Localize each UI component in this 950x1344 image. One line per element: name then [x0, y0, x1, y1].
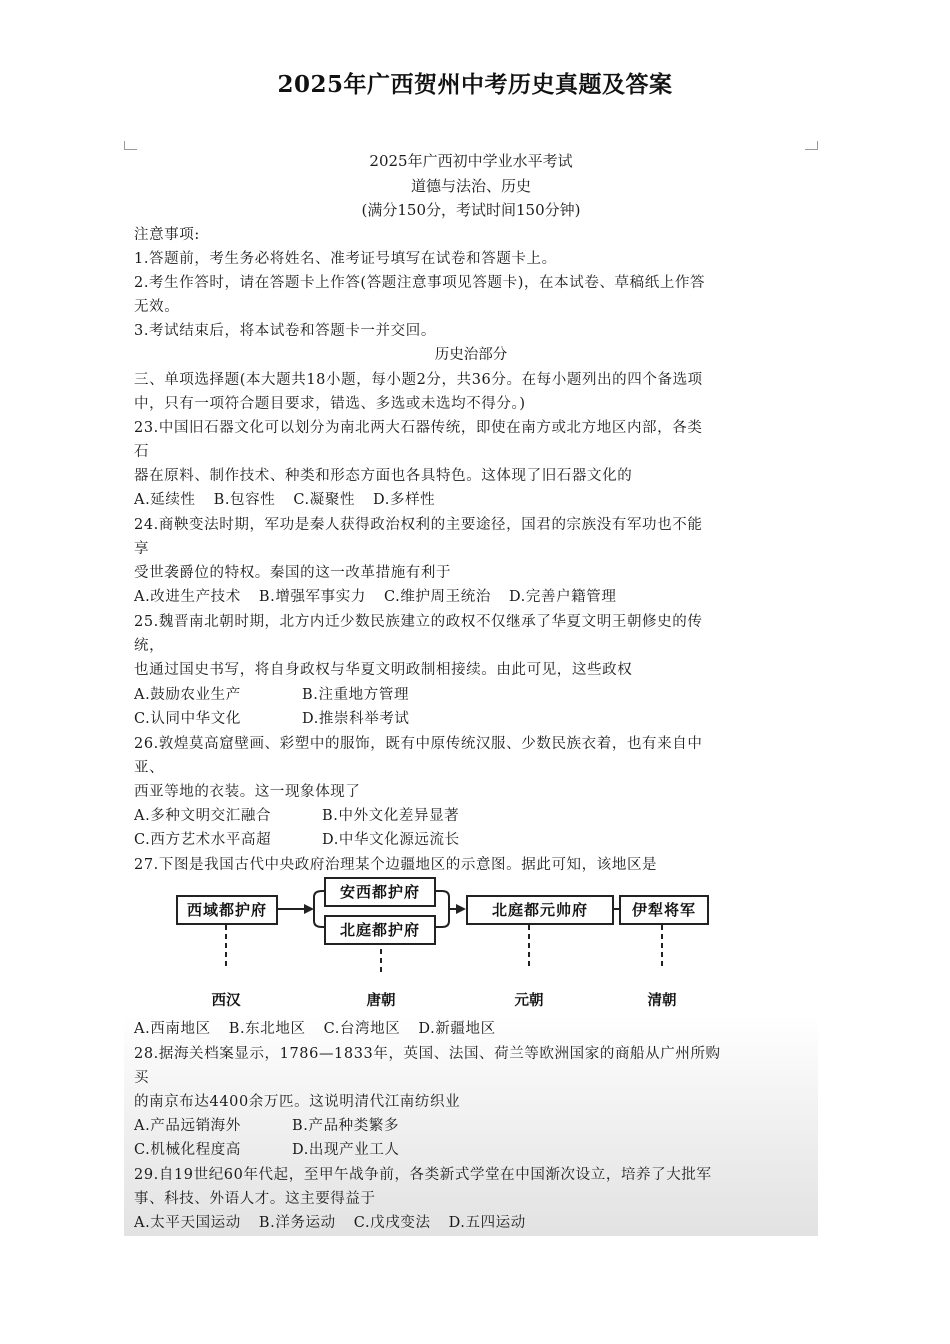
exam-meta: (满分150分，考试时间150分钟): [361, 201, 581, 219]
crop-mark-right: [805, 141, 818, 150]
question-27-options: [134, 1017, 514, 1038]
question-28-options: [134, 1138, 418, 1159]
question-24-text: 享: [134, 541, 150, 557]
question-23-text: 23.中国旧石器文化可以划分为南北两大石器传统，即使在南方或北方地区内部，各类: [134, 420, 703, 436]
question-23-text: 石: [134, 444, 150, 460]
option-b[interactable]: B.中外文化差异显著: [322, 808, 460, 824]
option-d[interactable]: D.五四运动: [448, 1215, 526, 1231]
option-a[interactable]: A.延续性: [134, 492, 196, 508]
option-c[interactable]: C.台湾地区: [323, 1021, 401, 1037]
exam-subject: 道德与法治、历史: [410, 177, 531, 195]
option-d[interactable]: D.出现产业工人: [292, 1142, 400, 1158]
page-title: 2025年广西贺州中考历史真题及答案: [277, 71, 673, 98]
notice-heading: 注意事项:: [134, 227, 200, 243]
option-c[interactable]: C.凝聚性: [293, 492, 356, 508]
box-anxi-protectorate: 安西都护府: [324, 877, 436, 907]
question-23-options: [134, 488, 453, 509]
question-26-options: [134, 804, 477, 825]
option-b[interactable]: B.增强军事实力: [258, 589, 366, 605]
box-xiyu-protectorate: 西域都护府: [176, 895, 278, 925]
option-c[interactable]: C.机械化程度高: [134, 1142, 241, 1158]
option-b[interactable]: B.洋务运动: [258, 1215, 336, 1231]
crop-mark-left: [124, 141, 137, 150]
option-a[interactable]: A.改进生产技术: [134, 589, 241, 605]
option-b[interactable]: B.东北地区: [228, 1021, 306, 1037]
option-d[interactable]: D.新疆地区: [418, 1021, 496, 1037]
option-b[interactable]: B.包容性: [213, 492, 276, 508]
option-c[interactable]: C.西方艺术水平高超: [134, 832, 272, 848]
notice-item: 3.考试结束后，将本试卷和答题卡一并交回。: [134, 323, 436, 339]
scanned-exam-page: [124, 137, 818, 1236]
option-d[interactable]: D.中华文化源远流长: [322, 832, 460, 848]
notice-item: 2.考生作答时，请在答题卡上作答(答题注意事项见答题卡)，在本试卷、草稿纸上作答: [134, 275, 706, 291]
question-28-text: 的南京布达4400余万匹。这说明清代江南纺织业: [134, 1094, 461, 1110]
question-25-text: 统，: [134, 638, 165, 654]
option-a[interactable]: A.太平天国运动: [134, 1215, 241, 1231]
question-25-options: [134, 707, 428, 728]
option-c[interactable]: C.维护周王统治: [383, 589, 491, 605]
question-28-options: [134, 1114, 417, 1135]
option-c[interactable]: C.认同中华文化: [134, 711, 241, 727]
box-beiting-marshal: 北庭都元帅府: [466, 895, 614, 925]
option-b[interactable]: B.注重地方管理: [302, 687, 410, 703]
question-24-text: 24.商鞅变法时期，军功是秦人获得政治权利的主要途径，国君的宗族没有军功也不能: [134, 517, 703, 533]
question-25-text: 25.魏晋南北朝时期，北方内迁少数民族建立的政权不仅继承了华夏文明王朝修史的传: [134, 614, 703, 630]
part-intro: 中，只有一项符合题目要求，错选、多选或未选均不得分。): [134, 396, 526, 412]
option-d[interactable]: D.推崇科举考试: [302, 711, 410, 727]
question-26-text: 26.敦煌莫高窟壁画、彩塑中的服饰，既有中原传统汉服、少数民族衣着，也有来自中: [134, 736, 703, 752]
option-a[interactable]: A.西南地区: [134, 1021, 211, 1037]
option-b[interactable]: B.产品种类繁多: [292, 1118, 400, 1134]
option-c[interactable]: C.戊戌变法: [353, 1215, 431, 1231]
question-28-text: 28.据海关档案显示，1786—1833年，英国、法国、荷兰等欧洲国家的商船从广州所购: [134, 1046, 721, 1062]
option-d[interactable]: D.多样性: [373, 492, 436, 508]
question-23-text: 器在原料、制作技术、种类和形态方面也各具特色。这体现了旧石器文化的: [134, 468, 633, 484]
question-26-text: 西亚等地的衣装。这一现象体现了: [134, 784, 361, 800]
option-d[interactable]: D.完善户籍管理: [508, 589, 617, 605]
option-a[interactable]: A.鼓励农业生产: [134, 687, 241, 703]
notice-item: 无效。: [134, 299, 180, 315]
notice-item: 1.答题前，考生务必将姓名、准考证号填写在试卷和答题卡上。: [134, 251, 557, 267]
era-yuan: 元朝: [514, 992, 544, 1009]
part-intro: 三、单项选择题(本大题共18小题，每小题2分，共36分。在每小题列出的四个备选项: [134, 372, 703, 388]
era-qing: 清朝: [647, 992, 677, 1009]
exam-title: 2025年广西初中学业水平考试: [369, 152, 573, 170]
box-ili-general: 伊犁将军: [619, 895, 709, 925]
question-26-options: [134, 828, 478, 849]
section-title: 历史治部分: [434, 347, 508, 363]
question-27-text: 27.下图是我国古代中央政府治理某个边疆地区的示意图。据此可知，该地区是: [134, 857, 658, 873]
question-24-options: [134, 585, 635, 606]
question-29-options: [134, 1211, 544, 1232]
frontier-governance-diagram: [164, 883, 764, 1019]
question-28-text: 买: [134, 1070, 150, 1086]
question-25-text: 也通过国史书写，将自身政权与华夏文明政制相接续。由此可见，这些政权: [134, 662, 633, 678]
question-24-text: 受世袭爵位的特权。秦国的这一改革措施有利于: [134, 565, 452, 581]
option-a[interactable]: A.产品远销海外: [134, 1118, 241, 1134]
question-25-options: [134, 683, 427, 704]
option-a[interactable]: A.多种文明交汇融合: [134, 808, 272, 824]
box-beiting-protectorate: 北庭都护府: [324, 915, 436, 945]
question-29-text: 29.自19世纪60年代起，至甲午战争前，各类新式学堂在中国渐次设立，培养了大批军: [134, 1167, 712, 1183]
era-western-han: 西汉: [211, 992, 241, 1009]
question-26-text: 亚、: [134, 760, 165, 776]
era-tang: 唐朝: [366, 992, 396, 1009]
question-29-text: 事、科技、外语人才。这主要得益于: [134, 1191, 376, 1207]
